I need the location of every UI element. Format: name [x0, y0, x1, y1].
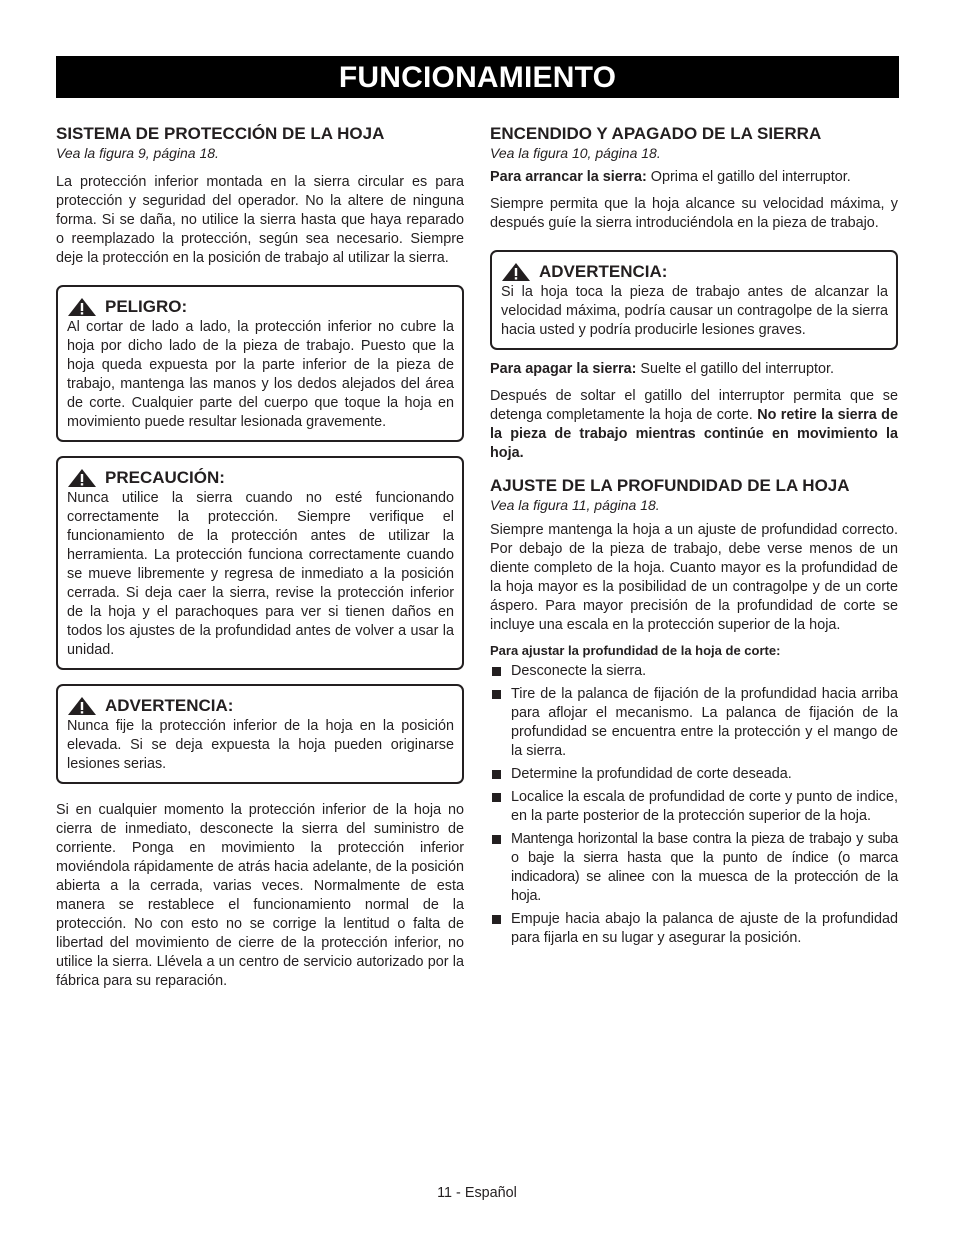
warning-triangle-icon	[67, 297, 97, 317]
list-item: Desconecte la sierra.	[490, 662, 898, 681]
caution-text: Nunca utilice la sierra cuando no esté funcionando correctamente la protección. Siempre verifique el funcionamiento de la protección antes de utilizar la herramienta. La protección funciona correctamente cuando se mueve libremente y regresa de inmediato a la posición cerrada. Si deja caer la sierra, revise la protección inferior de la hoja y el parachoques para ver si tienen daños en todos los ajustes de la profundidad antes de volver a usar la unidad.	[67, 490, 454, 658]
warning-box-right	[490, 250, 898, 350]
stop-text: Suelte el gatillo del interruptor.	[636, 361, 834, 377]
after-release-paragraph	[490, 387, 898, 463]
danger-text: Al cortar de lado a lado, la protección inferior no cubre la hoja por dicho lado de la pieza de trabajo. Puesto que la hoja queda expuesta por la parte inferior de la pieza de trabajo, mantenga las manos y los dedos alejados del área de corte. Cualquier parte del cuerpo que toque la hoja en movimiento puede resultar lesionada gravemente.	[67, 319, 454, 430]
on-off-heading: ENCENDIDO Y APAGADO DE LA SIERRA	[490, 124, 822, 143]
on-off-figure-ref: Vea la figura 10, página 18.	[490, 145, 661, 161]
right-column	[490, 124, 898, 952]
warning-header-left	[67, 696, 454, 716]
warning-title-left: ADVERTENCIA:	[105, 696, 234, 715]
list-item: Localice la escala de profundidad de corte y punto de indice, en la parte posterior de la protección superior de la hoja.	[490, 788, 898, 826]
caution-box	[56, 456, 464, 670]
warning-box-left	[56, 684, 464, 784]
list-item: Determine la profundidad de corte deseada.	[490, 765, 898, 784]
list-item: Empuje hacia abajo la palanca de ajuste de la profundidad para fijarla en su lugar y asegurar la posición.	[490, 910, 898, 948]
start-label: Para arrancar la sierra:	[490, 169, 647, 185]
depth-steps-list	[490, 662, 898, 948]
warning-triangle-icon	[501, 262, 531, 282]
danger-box	[56, 285, 464, 442]
danger-header	[67, 297, 454, 317]
warning-text-right: Si la hoja toca la pieza de trabajo antes de alcanzar la velocidad máxima, podría causar un contragolpe de la sierra hacia usted y podría producirle lesiones graves.	[501, 284, 888, 338]
start-instruction	[490, 168, 898, 187]
depth-steps-label: Para ajustar la profundidad de la hoja de corte:	[490, 643, 781, 658]
start-guidance: Siempre permita que la hoja alcance su velocidad máxima, y después guíe la sierra introduciéndola en la pieza de trabajo.	[490, 196, 898, 231]
warning-title-right: ADVERTENCIA:	[539, 262, 668, 281]
blade-guard-figure-ref: Vea la figura 9, página 18.	[56, 145, 219, 161]
after-release-warning: No retire la sierra de la pieza de trabajo mientras continúe en movimiento la hoja.	[490, 407, 898, 461]
warning-triangle-icon	[67, 468, 97, 488]
stop-instruction	[490, 360, 898, 379]
warning-header-right	[501, 262, 888, 282]
guard-malfunction-paragraph: Si en cualquier momento la protección inferior de la hoja no cierra de inmediato, desconecte la sierra del suministro de corriente. Ponga en movimiento la protección inferior moviéndola rápidamente de atrás hacia adelante, de la posición abierta a la cerrada, varias veces. Normalmente de esta manera se restablece el funcionamiento normal de la protección. No con esto no se corrige la lentitud o falta de libertad del movimiento de cierre de la protección inferior, no utilice la sierra. Llévela a un centro de servicio autorizado por la fábrica para su reparación.	[56, 802, 464, 989]
caution-title: PRECAUCIÓN:	[105, 468, 225, 487]
depth-figure-ref: Vea la figura 11, página 18.	[490, 497, 660, 513]
depth-paragraph: Siempre mantenga la hoja a un ajuste de profundidad correcto. Por debajo de la pieza de trabajo, debe verse menos de un diente completo de la hoja. Cuanto mayor es la profundidad de la hoja mayor es la posibilidad de un contragolpe y de un corte áspero. Para mayor precisión de la profundidad de corte se incluye una escala en la protección superior de la hoja.	[490, 522, 898, 633]
left-column	[56, 124, 464, 991]
danger-title: PELIGRO:	[105, 297, 188, 316]
page-number: 11 - Español	[437, 1185, 517, 1201]
list-item: Tire de la palanca de fijación de la profundidad hacia arriba para aflojar el mecanismo. La palanca de fijación de la profundidad se encuentra entre la protección y el mango de la sierra.	[490, 685, 898, 761]
warning-triangle-icon	[67, 696, 97, 716]
depth-heading: AJUSTE DE LA PROFUNDIDAD DE LA HOJA	[490, 476, 850, 495]
blade-guard-paragraph: La protección inferior montada en la sierra circular es para protección y seguridad del operador. No la altere de ninguna forma. Si se daña, no utilice la sierra hasta que haya reparado o reemplazado la protección, según sea necesario. Siempre deje la protección en la posición de trabajo al utilizar la sierra.	[56, 174, 464, 266]
blade-guard-heading: SISTEMA DE PROTECCIÓN DE LA HOJA	[56, 124, 385, 143]
start-text: Oprima el gatillo del interruptor.	[646, 169, 851, 185]
after-release-text: Después de soltar el gatillo del interruptor permita que se detenga completamente la hoja de corte.	[490, 388, 898, 423]
caution-header	[67, 468, 454, 488]
page-title: FUNCIONAMIENTO	[56, 56, 899, 98]
stop-label: Para apagar la sierra:	[490, 361, 637, 377]
list-item: Mantenga horizontal la base contra la pieza de trabajo y suba o baje la sierra hasta que la punto de índice (o marca indicadora) se alinee con la muesca de la protección de la hoja.	[490, 830, 898, 906]
warning-text-left: Nunca fije la protección inferior de la hoja en la posición elevada. Si se deja expuesta la hoja pueden originarse lesiones serias.	[67, 718, 454, 772]
